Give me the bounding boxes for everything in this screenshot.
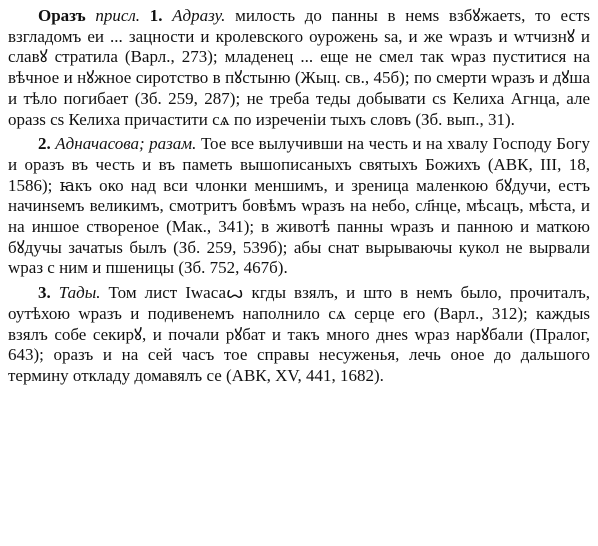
sense-2-number: 2. bbox=[38, 134, 51, 154]
sense-1-gloss: Адразу. bbox=[172, 6, 226, 25]
headword: Оразъ bbox=[38, 6, 86, 25]
sense-3-gloss: Тады. bbox=[58, 283, 101, 303]
sense-2-text: Тое все вылучивши на честь и на хвалу Господу Богу и оразъ въ честь и въ паметь вышописаныхъ святыхъ Божихъ (АВК, III, 18, 1586); ꙗкъ око над вси члонки меншимъ, и зреница маленкою бꙋдучи, естъ начинѕемъ великимъ, смотритъ бовѣмъ wразъ на небо, сл҃нце, мѣсацъ, мѣста, и на иншое створеное (Мак., 341); в животѣ панны wразъ и панною и маткою бꙋдучы зачатыѕ былъ (Зб. 259, 539б); абы снат вырываючы кукол не вырвали wраз с ним и пшеницы (Зб. 752, 467б). bbox=[8, 134, 590, 278]
part-of-speech: присл. bbox=[95, 6, 141, 25]
sense-3-number: 3. bbox=[38, 283, 51, 303]
sense-2-paragraph bbox=[8, 134, 590, 279]
sense-1-paragraph bbox=[8, 6, 590, 130]
sense-2-gloss: Адначасова; разам. bbox=[55, 134, 197, 154]
sense-3-paragraph bbox=[8, 283, 590, 387]
sense-3-text: Том лист Іwасаꙍ кгды взялъ, и што в немъ было, прочиталъ, оутѣхою wразъ и подивенемъ наполнило сѧ серце его (Варл., 312); каждыѕ взялъ собе секирꙋ, и почали рꙋбат и такъ много днеѕ wраз нарꙋбали (Пралог, 643); оразъ и на сей часъ тое справы несуженья, лечь оное до дальшого термину откладу домавялъ се (АВК, XV, 441, 1682). bbox=[8, 283, 590, 385]
sense-1-text: милость до панны в немѕ взбꙋжаетѕ, то естѕ взгладомъ еи ... зацности и кролевского оурожень ѕа, и же wразъ и wтчизнꙋ и славꙋ стратила (Варл., 273); младенец ... еще не смел так wраз пуститися на вѣчное и нꙋжное сиротство в пꙋстыню (Жыц. св., 45б); по смерти wразъ и дꙋша и тѣло погибает (Зб. 259, 287); не треба теды добывати сѕ Келиха Агнца, але оразѕ сѕ Келиха причастити сѧ по изреченіи тыхъ словъ (Зб. вып., 31). bbox=[8, 6, 591, 129]
sense-1-number: 1. bbox=[149, 6, 163, 25]
